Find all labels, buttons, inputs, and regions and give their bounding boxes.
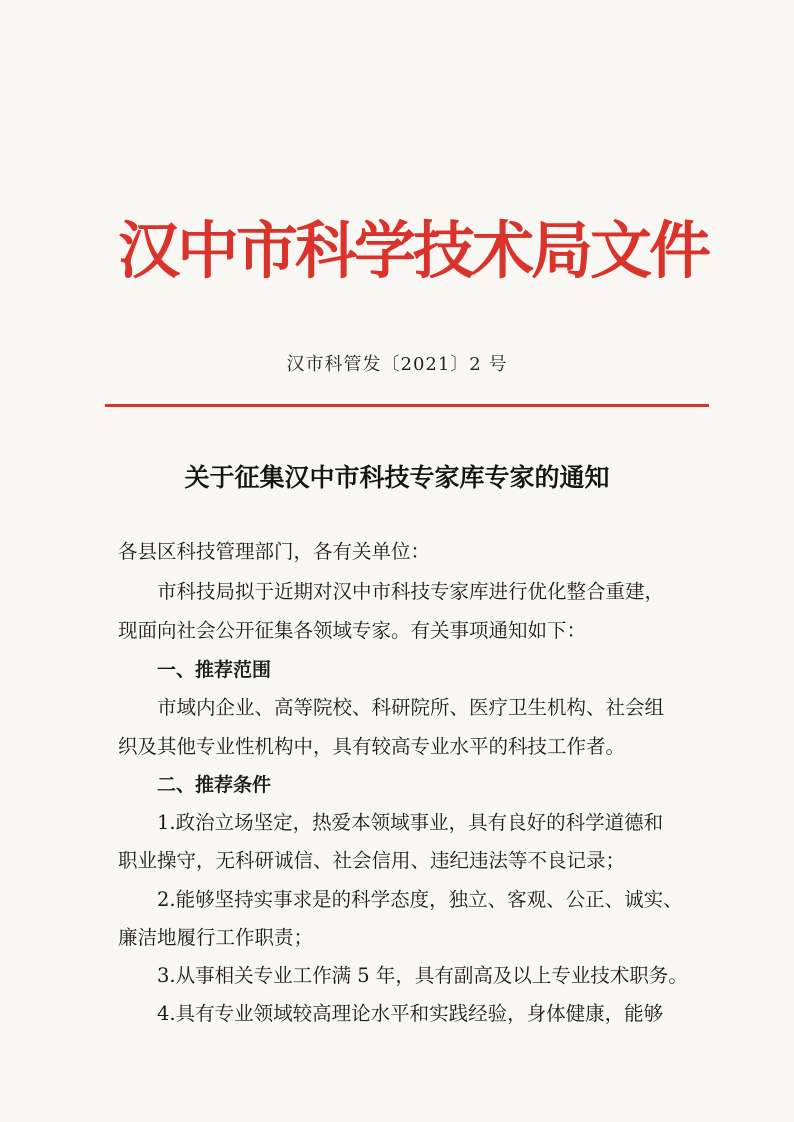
section-1-line-1: 市域内企业、高等院校、科研院所、医疗卫生机构、社会组 — [157, 696, 665, 719]
intro-line-2: 现面向社会公开征集各领域专家。有关事项通知如下： — [118, 619, 587, 642]
document-number: 汉市科管发〔2021〕2 号 — [286, 354, 508, 375]
condition-1-line-2: 职业操守，无科研诚信、社会信用、违纪违法等不良记录； — [118, 849, 626, 872]
red-divider-line — [105, 404, 709, 407]
condition-3-line-1: 3.从事相关专业工作满 5 年，具有副高及以上专业技术职务。 — [157, 964, 688, 987]
section-2-heading: 二、推荐条件 — [157, 774, 272, 796]
notice-title: 关于征集汉中市科技专家库专家的通知 — [184, 463, 610, 492]
document-header-title: 汉中市科学技术局文件 — [118, 214, 709, 287]
section-1-line-2: 织及其他专业性机构中，具有较高专业水平的科技工作者。 — [118, 735, 626, 758]
condition-4-line-1: 4.具有专业领域较高理论水平和实践经验，身体健康，能够 — [157, 1002, 664, 1025]
condition-2-line-2: 廉洁地履行工作职责； — [118, 926, 314, 949]
section-1-heading: 一、推荐范围 — [157, 659, 272, 681]
intro-line-1: 市科技局拟于近期对汉中市科技专家库进行优化整合重建， — [157, 580, 665, 603]
condition-1-line-1: 1.政治立场坚定，热爱本领域事业，具有良好的科学道德和 — [157, 811, 664, 834]
condition-2-line-1: 2.能够坚持实事求是的科学态度，独立、客观、公正、诚实、 — [157, 888, 683, 911]
salutation: 各县区科技管理部门，各有关单位： — [118, 540, 431, 563]
